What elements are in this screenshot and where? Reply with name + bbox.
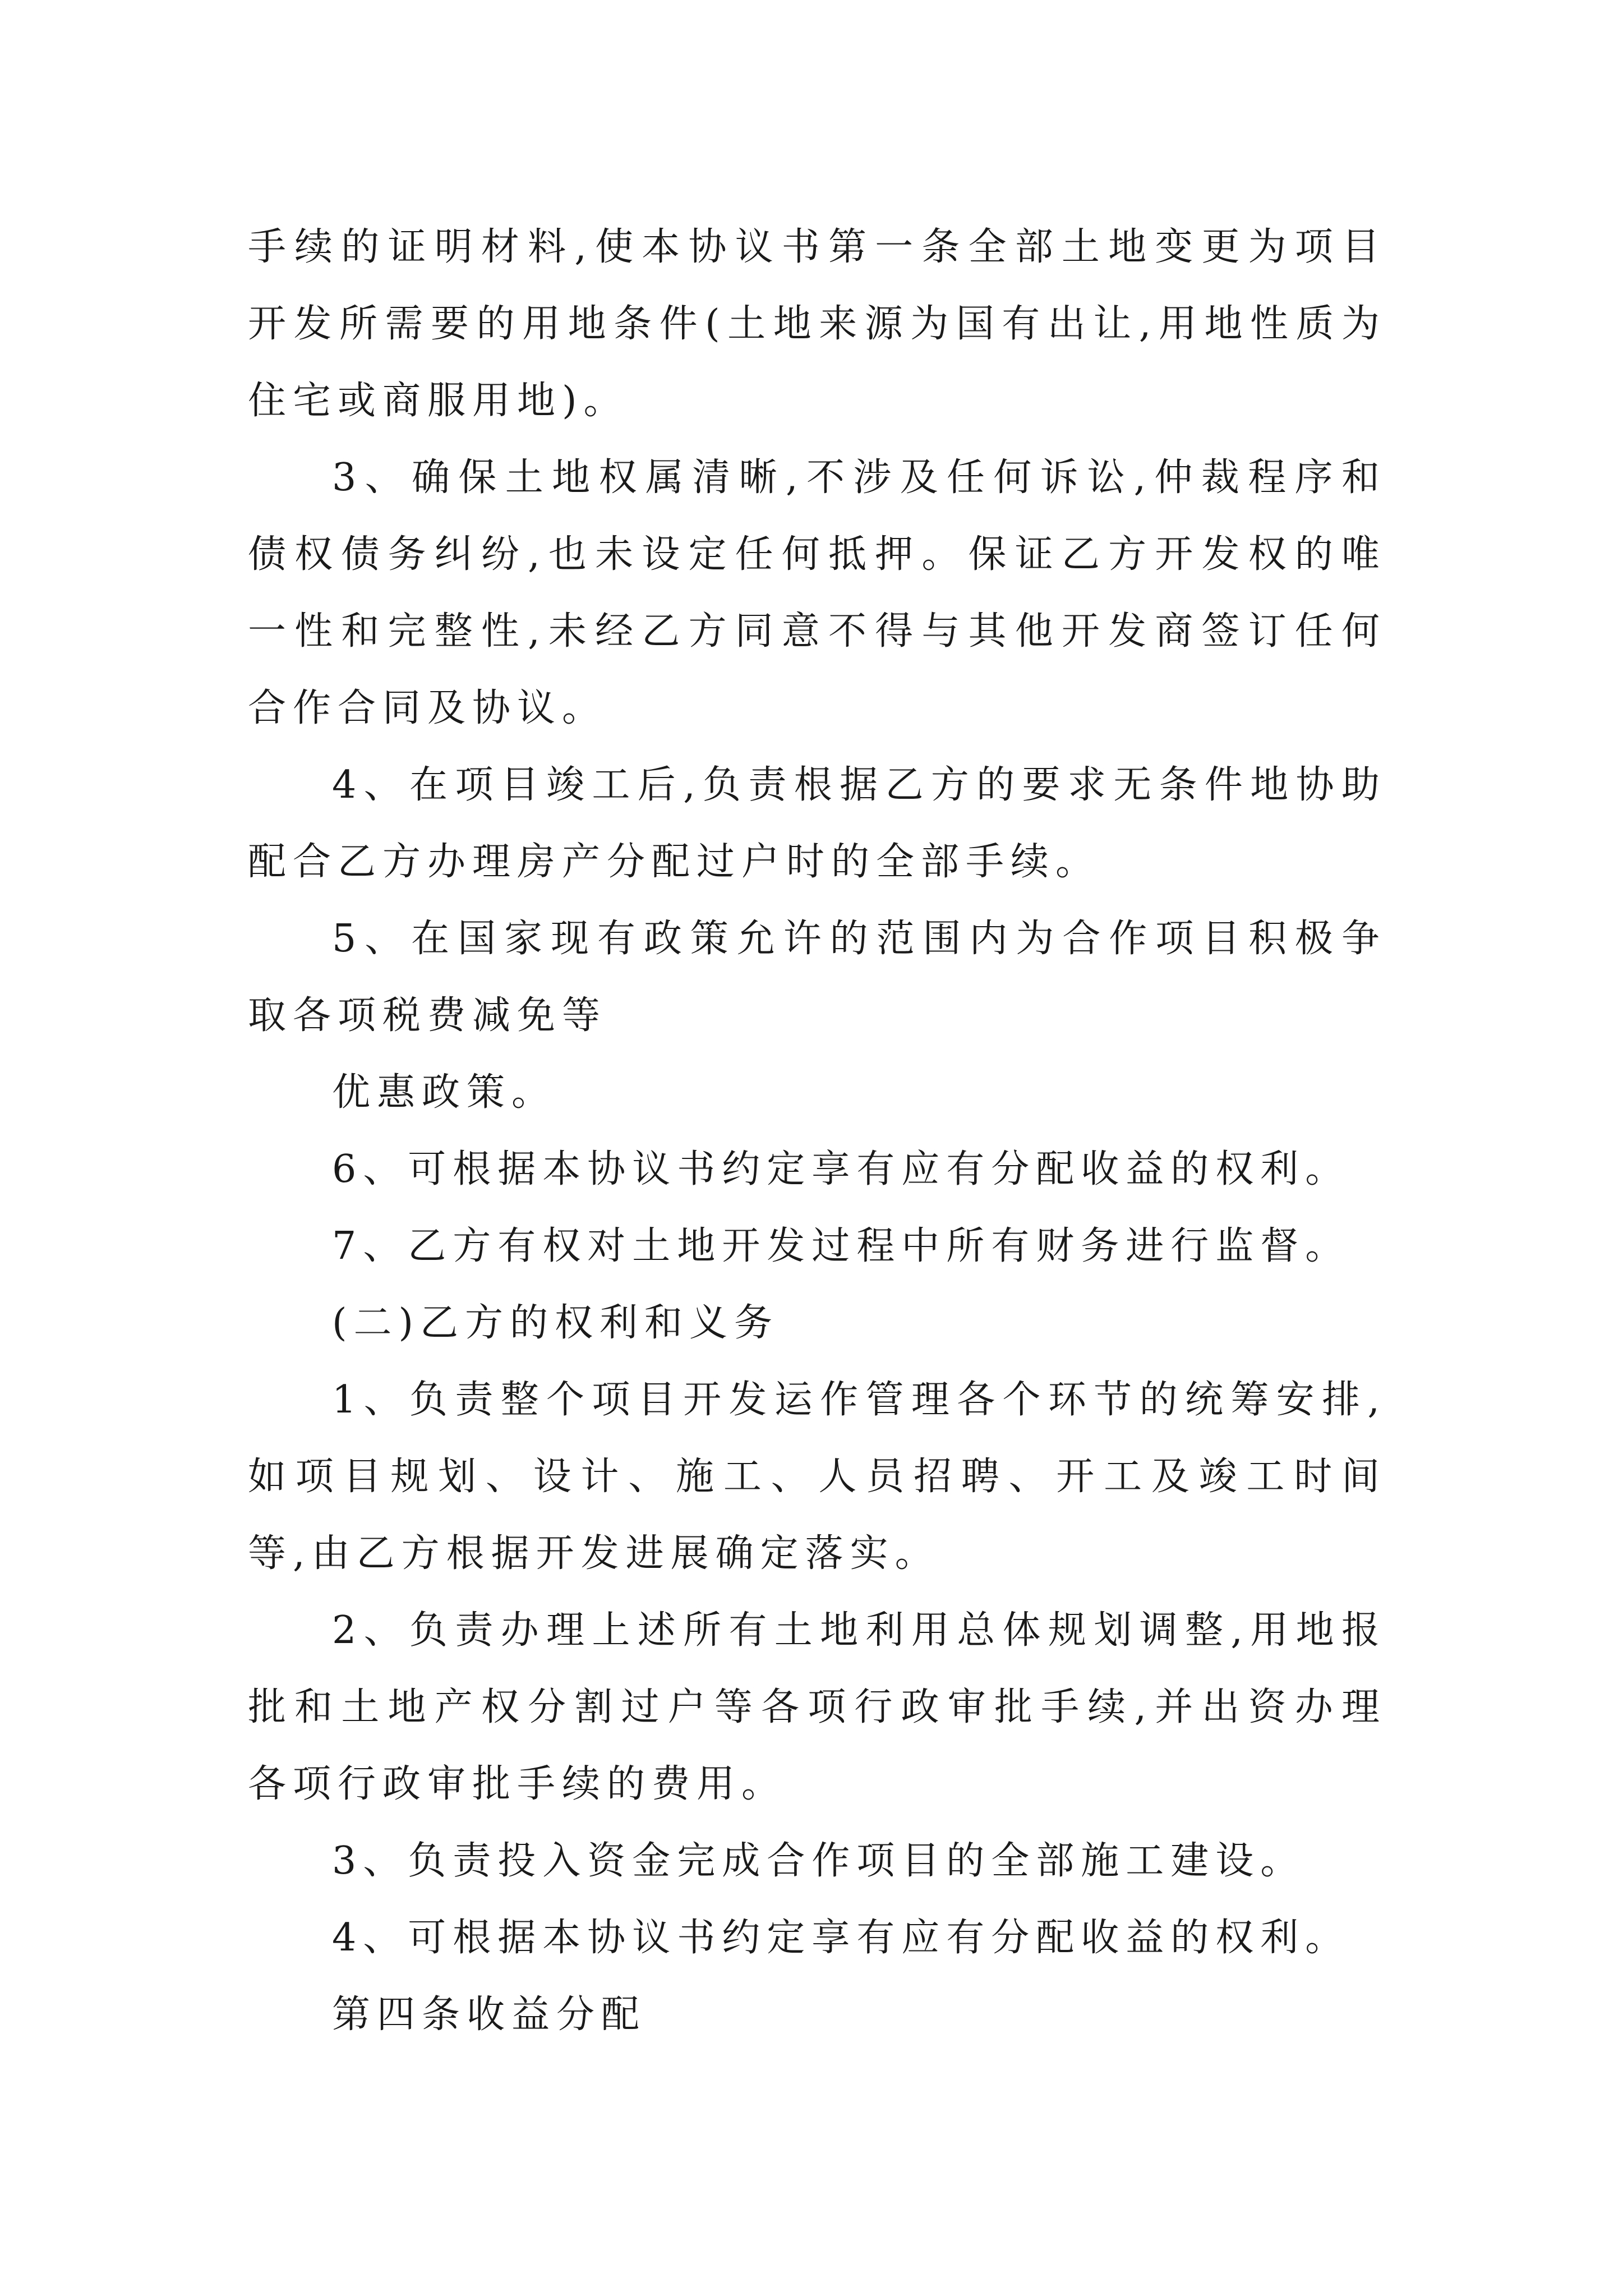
- paragraph-item-3: 3、确保土地权属清晰,不涉及任何诉讼,仲裁程序和债权债务纠纷,也未设定任何抵押。保证乙方开发权的唯一性和完整性,未经乙方同意不得与其他开发商签订任何合作合同及协议。: [248, 455, 1386, 730]
- paragraph-item-5-continued: 优惠政策。: [332, 1070, 557, 1115]
- section-heading-party-b: (二)乙方的权利和义务: [332, 1301, 780, 1345]
- paragraph-b-item-3: 3、负责投入资金完成合作项目的全部施工建设。: [332, 1839, 1306, 1883]
- article-heading-revenue: 第四条收益分配: [332, 1993, 647, 2037]
- paragraph-b-item-4: 4、可根据本协议书约定享有应有分配收益的权利。: [332, 1916, 1350, 1960]
- paragraph-item-7: 7、乙方有权对土地开发过程中所有财务进行监督。: [332, 1224, 1350, 1268]
- paragraph-item-5: 5、在国家现有政策允许的范围内为合作项目积极争取各项税费减免等: [248, 917, 1386, 1038]
- document-body: [248, 209, 1386, 2053]
- paragraph-item-4: 4、在项目竣工后,负责根据乙方的要求无条件地协助配合乙方办理房产分配过户时的全部手续。: [248, 763, 1386, 884]
- paragraph-continuation: 手续的证明材料,使本协议书第一条全部土地变更为项目开发所需要的用地条件(土地来源为国有出让,用地性质为住宅或商服用地)。: [248, 225, 1386, 423]
- paragraph-b-item-2: 2、负责办理上述所有土地利用总体规划调整,用地报批和土地产权分割过户等各项行政审批手续,并出资办理各项行政审批手续的费用。: [248, 1608, 1386, 1806]
- paragraph-b-item-1: 1、负责整个项目开发运作管理各个环节的统筹安排,如项目规划、设计、施工、人员招聘、开工及竣工时间等,由乙方根据开发进展确定落实。: [248, 1378, 1386, 1576]
- paragraph-item-6: 6、可根据本协议书约定享有应有分配收益的权利。: [332, 1147, 1350, 1191]
